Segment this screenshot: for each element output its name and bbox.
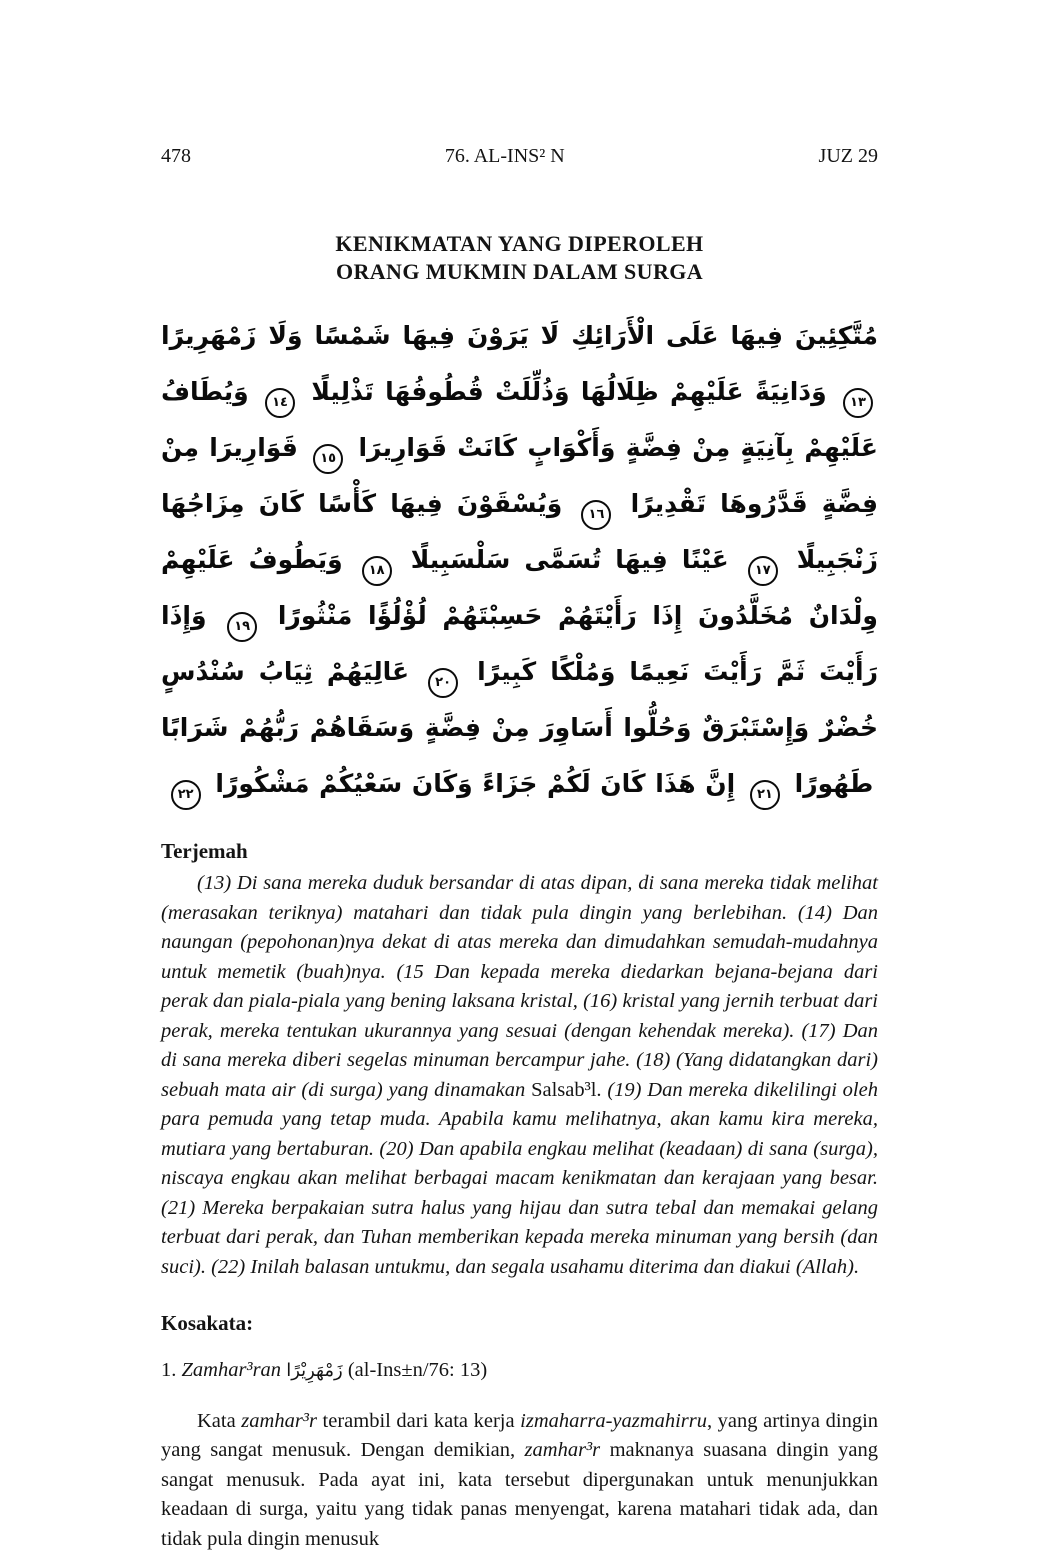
section-title-line1: KENIKMATAN YANG DIPEROLEH xyxy=(161,230,878,258)
quran-verse-text: إِنَّ هَذَا كَانَ لَكُمْ جَزَاءً وَكَانَ سَعْيُكُمْ مَشْكُورًا xyxy=(215,769,735,798)
quran-verse-text: وَإِذَا رَأَيْتَ ثَمَّ رَأَيْتَ نَعِيمًا وَمُلْكًا كَبِيرًا xyxy=(161,601,878,686)
section-title xyxy=(161,230,878,286)
kosakata-item xyxy=(161,1355,878,1386)
verse-number-badge: ١٥ xyxy=(313,444,343,474)
text-segment: Kata xyxy=(197,1410,241,1432)
juz-label: JUZ 29 xyxy=(819,144,878,168)
terjemah-heading: Terjemah xyxy=(161,838,878,864)
quran-verse-text: قَوَارِيرَا مِنْ فِضَّةٍ قَدَّرُوهَا تَقْدِيرًا xyxy=(161,433,878,518)
arabic-word: زَمْهَرِيْرًا xyxy=(286,1360,343,1381)
verse-number-badge: ٢١ xyxy=(750,780,780,810)
verse-number-badge: ٢٢ xyxy=(171,780,201,810)
section-title-line2: ORANG MUKMIN DALAM SURGA xyxy=(161,258,878,286)
text-segment: terambil dari kata kerja xyxy=(317,1410,520,1432)
page-header xyxy=(161,144,878,168)
verse-number-badge: ١٤ xyxy=(265,388,295,418)
verse-number-badge: ١٧ xyxy=(748,556,778,586)
kosakata-paragraph xyxy=(161,1407,878,1554)
quran-verse-text: وَيُطَافُ عَلَيْهِمْ بِآنِيَةٍ مِنْ فِضَّةٍ وَأَكْوَابٍ كَانَتْ قَوَارِيرَا xyxy=(161,377,878,462)
quran-verse-text: وَيَطُوفُ عَلَيْهِمْ وِلْدَانٌ مُخَلَّدُونَ إِذَا رَأَيْتَهُمْ حَسِبْتَهُمْ لُؤْلُؤًا مَنْثُورًا xyxy=(161,545,878,630)
quran-arabic-block xyxy=(161,308,878,812)
verse-number-badge: ١٩ xyxy=(227,612,257,642)
verse-number-badge: ١٣ xyxy=(843,388,873,418)
text-segment: zamhar³r xyxy=(241,1410,317,1432)
quran-verse-text: وَيُسْقَوْنَ فِيهَا كَأْسًا كَانَ مِزَاجُهَا زَنْجَبِيلًا xyxy=(161,489,878,574)
text-segment: Salsab³l. xyxy=(531,1079,602,1101)
quran-verse-text: مُتَّكِئِينَ فِيهَا عَلَى الْأَرَائِكِ لَا يَرَوْنَ فِيهَا شَمْسًا وَلَا زَمْهَرِيرًا xyxy=(161,321,878,350)
page-number: 478 xyxy=(161,144,191,168)
text-segment: , yang artinya dingin yang sangat menusuk. Dengan demikian, xyxy=(161,1410,878,1462)
text-segment: Zamhar³ran xyxy=(182,1359,287,1381)
text-segment: (al-Ins±n/76: 13) xyxy=(343,1359,487,1381)
quran-verse-text: عَيْنًا فِيهَا تُسَمَّى سَلْسَبِيلًا xyxy=(411,545,729,574)
text-segment: zamhar³r xyxy=(525,1439,601,1461)
text-segment: (13) Di sana mereka duduk bersandar di atas dipan, di sana mereka tidak melihat (merasakan teriknya) matahari dan tidak pula dingin yang berlebihan. (14) Dan naungan (pepohonan)nya dekat di atas mereka dan dimudahkan semudah-mudahnya untuk memetik (buah)nya. (15 Dan kepada mereka diedarkan bejana-bejana dari perak dan piala-piala yang bening laksana kristal, (16) kristal yang jernih terbuat dari perak, mereka tentukan ukurannya yang sesuai (dengan kehendak mereka). (17) Dan di sana mereka diberi segelas minuman bercampur jahe. (18) (Yang didatangkan dari) sebuah mata air (di surga) yang dinamakan xyxy=(161,872,878,1101)
quran-verse-text: وَدَانِيَةً عَلَيْهِمْ ظِلَالُهَا وَذُلِّلَتْ قُطُوفُهَا تَذْلِيلًا xyxy=(311,377,826,406)
text-segment: (19) Dan mereka dikelilingi oleh para pemuda yang tetap muda. Apabila kamu melihatnya, akan kamu kira mereka, mutiara yang bertaburan. (20) Dan apabila engkau melihat (keadaan) di sana (surga), niscaya engkau akan melihat berbagai macam kenikmatan dan kerajaan yang besar. (21) Mereka berpakaian sutra halus yang hijau dan sutra tebal dan memakai gelang terbuat dari perak, dan Tuhan memberikan kepada mereka minuman yang bersih (dan suci). (22) Inilah balasan untukmu, dan segala usahamu diterima dan diakui (Allah). xyxy=(161,1079,878,1278)
surah-running-title: 76. AL-INS² N xyxy=(445,144,565,168)
text-segment: maknanya suasana dingin yang sangat menusuk. Pada ayat ini, kata tersebut dipergunakan untuk menunjukkan keadaan di surga, yaitu yang tidak panas menyengat, karena matahari tidak ada, dan tidak pula dingin menusuk xyxy=(161,1439,878,1550)
verse-number-badge: ١٦ xyxy=(581,500,611,530)
kosakata-heading: Kosakata: xyxy=(161,1310,878,1336)
quran-verse-text: عَالِيَهُمْ ثِيَابُ سُنْدُسٍ خُضْرٌ وَإِسْتَبْرَقٌ وَحُلُّوا أَسَاوِرَ مِنْ فِضَّةٍ وَسَقَاهُمْ رَبُّهُمْ شَرَابًا طَهُورًا xyxy=(161,657,878,798)
text-segment: 1. xyxy=(161,1359,182,1381)
verse-number-badge: ٢٠ xyxy=(428,668,458,698)
verse-number-badge: ١٨ xyxy=(362,556,392,586)
text-segment: izmaharra-yazmahirru xyxy=(520,1410,707,1432)
terjemah-paragraph xyxy=(161,869,878,1282)
